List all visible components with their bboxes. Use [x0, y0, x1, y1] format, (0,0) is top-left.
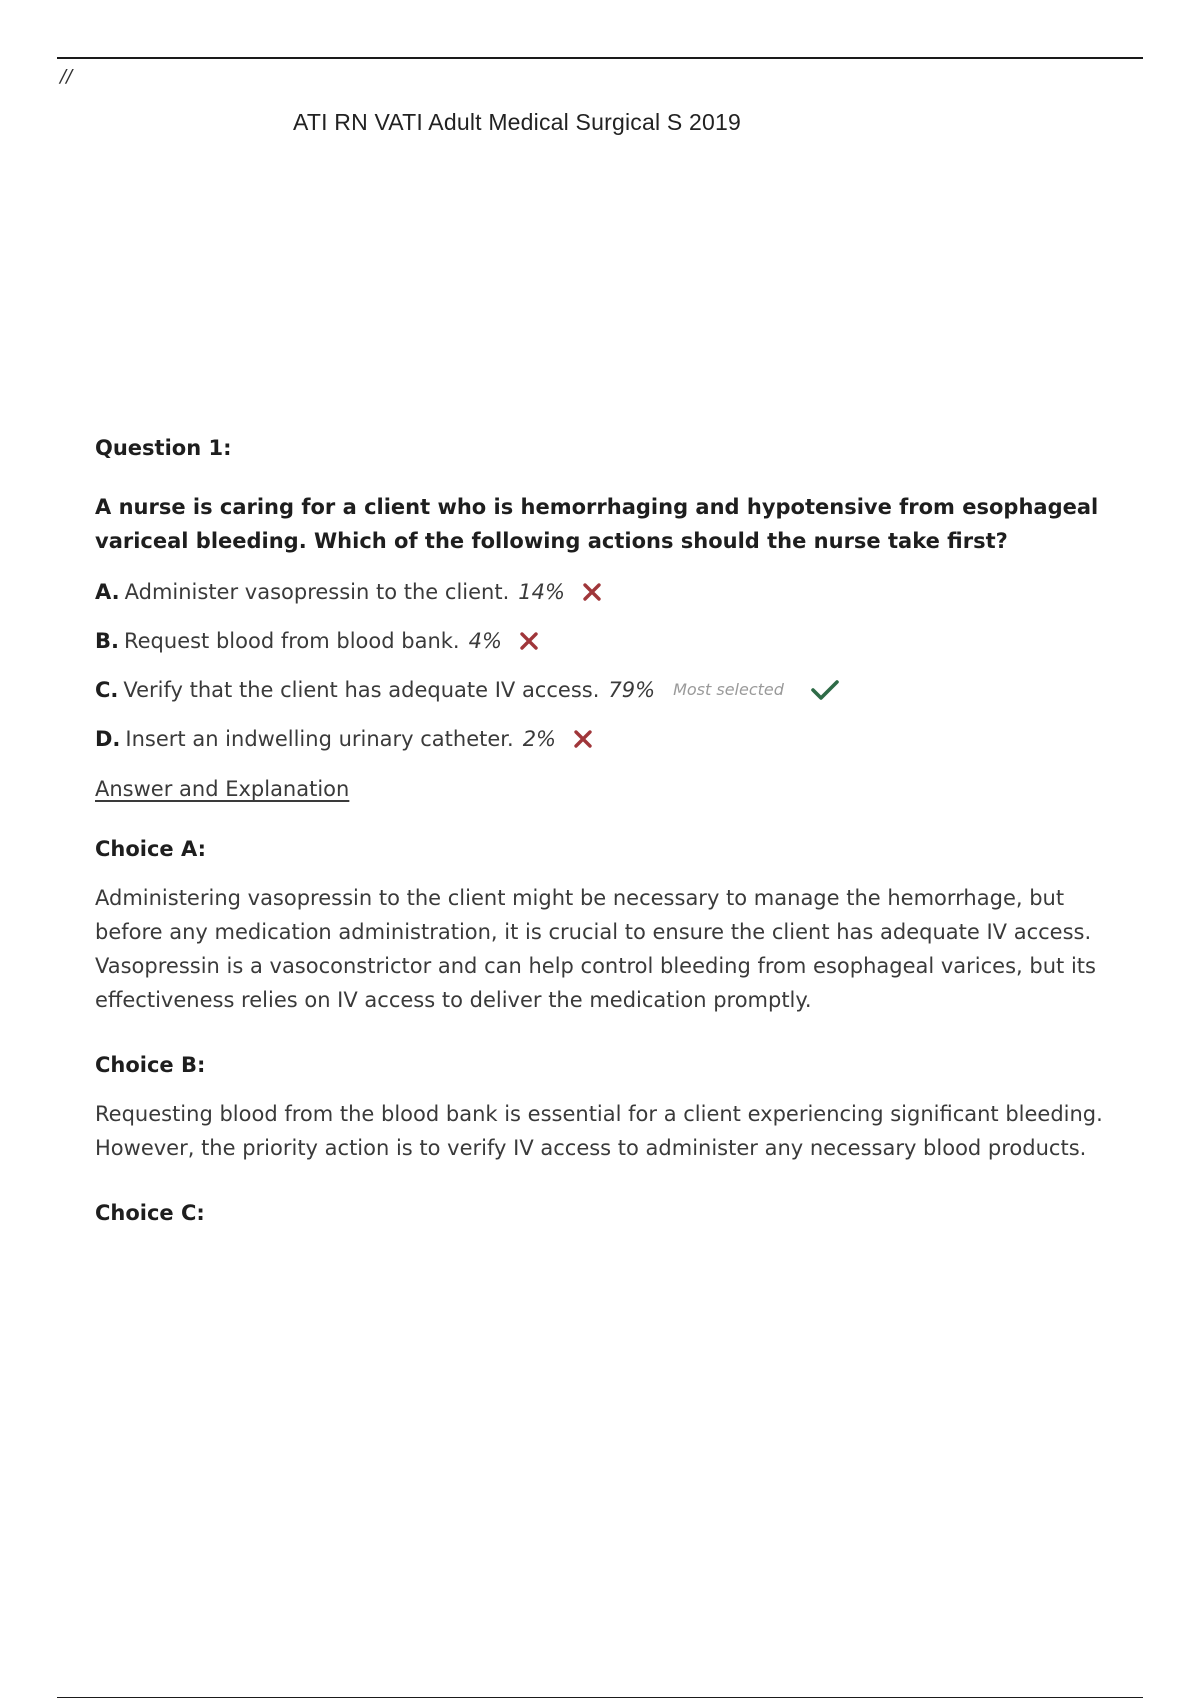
choice-text: Administer vasopressin to the client.	[124, 579, 510, 604]
choice-letter: B.	[95, 628, 119, 653]
explanation-heading-c: Choice C:	[95, 1201, 205, 1225]
question-heading: Question 1:	[95, 436, 232, 460]
x-icon	[518, 630, 540, 652]
choice-percent: 4%	[468, 628, 502, 653]
x-icon	[572, 728, 594, 750]
document-title: ATI RN VATI Adult Medical Surgical S 2019	[293, 109, 741, 135]
choice-text: Request blood from blood bank.	[123, 628, 460, 653]
top-rule	[57, 57, 1143, 59]
explanation-heading-b: Choice B:	[95, 1053, 206, 1077]
choice-letter: D.	[95, 726, 121, 751]
choice-text: Verify that the client has adequate IV access.	[123, 677, 600, 702]
choice-letter: C.	[95, 677, 119, 702]
choice-percent: 2%	[522, 726, 557, 751]
choice-d[interactable]	[95, 714, 1105, 763]
explanation-text-b: Requesting blood from the blood bank is essential for a client experiencing significant bleeding. However, the priority action is to verify IV access to administer any necessary blood products.	[95, 1102, 1103, 1160]
explanation-text-a: Administering vasopressin to the client might be necessary to manage the hemorrhage, but before any medication administration, it is crucial to ensure the client has adequate IV access. Vasopressin is a vasoconstrictor and can help control bleeding from esophageal varices, but its effectiveness relies on IV access to deliver the medication promptly.	[95, 886, 1096, 1012]
bottom-rule	[57, 1697, 1143, 1698]
check-icon	[810, 679, 840, 701]
question-content	[95, 436, 1105, 1225]
most-selected-badge: Most selected	[673, 679, 784, 699]
question-stem: A nurse is caring for a client who is hemorrhaging and hypotensive from esophageal variceal bleeding. Which of the following actions should the nurse take first?	[95, 495, 1099, 553]
choice-text: Insert an indwelling urinary catheter.	[125, 726, 514, 751]
choice-percent: 79%	[608, 677, 656, 702]
explanation-heading-a: Choice A:	[95, 837, 207, 861]
answer-explanation-link[interactable]: Answer and Explanation	[95, 777, 350, 801]
choice-b[interactable]	[95, 616, 1105, 665]
choice-c[interactable]	[95, 665, 1105, 714]
choice-percent: 14%	[518, 579, 565, 604]
x-icon	[581, 581, 603, 603]
choice-a[interactable]	[95, 567, 1105, 616]
page-marker: //	[60, 66, 73, 87]
choice-letter: A.	[95, 579, 120, 604]
